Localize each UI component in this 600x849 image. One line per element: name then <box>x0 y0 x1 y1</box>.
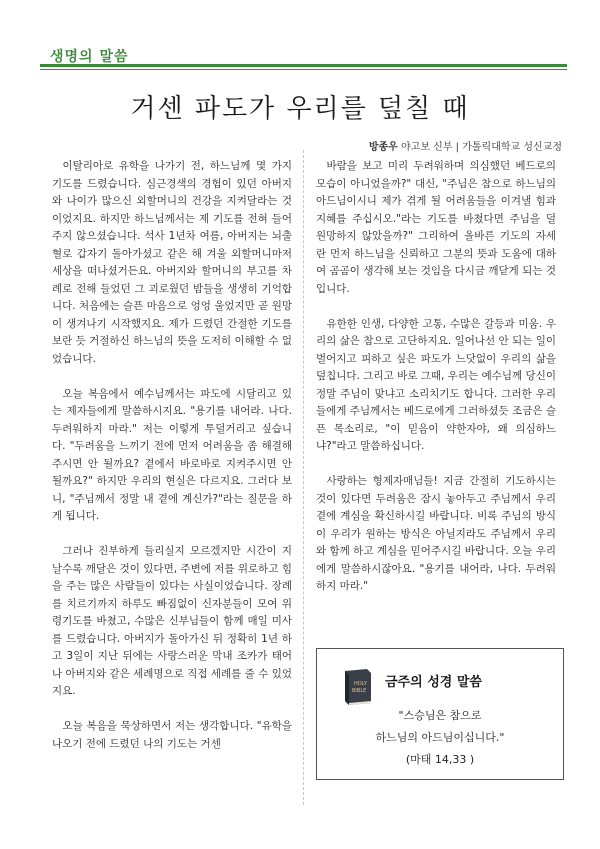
paragraph: 그러나 진부하게 들리실지 모르겠지만 시간이 지날수록 깨달은 것이 있다면, 주변에 저를 위로하고 힘을 주는 많은 사람들이 있다는 사실이었습니다. 장례를 치르기까지 하루도 빠짐없이 신자분들이 모여 위령기도를 바쳤고, 수많은 신부님들이 함께 매일 미사를 드렸습니다. 아버지가 돌아가신 뒤 정확히 1년 하고 3일이 지난 뒤에는 사랑스러운 막내 조카가 태어나 아버지와 같은 세례명으로 직접 세례를 줄 수 있었지요. <box>52 545 292 697</box>
left-column <box>52 158 292 771</box>
bible-icon <box>339 667 375 711</box>
verse-reference: (마태 14,33 ) <box>405 753 475 766</box>
byline <box>369 138 562 153</box>
paragraph: 이탈리아로 유학을 나가기 전, 하느님께 몇 가지 기도를 드렸습니다. 심근경색의 경험이 있던 아버지와 나이가 많으신 외할머니의 건강을 지켜달라는 것이었지요. 하지만 하느님께서는 제 기도를 전혀 들어주지 않으셨습니다. 석사 1년차 여름, 아버지는 뇌출혈로 갑자기 돌아가셨고 같은 해 겨울 외할머니마저 세상을 떠나셨거든요. 아버지와 할머니의 부고를 차례로 전해 들었던 그 괴로웠던 밤들을 생생히 기억합니다. 처음에는 슬픈 마음으로 엉엉 울었지만 곧 원망이 생겨나기 시작했지요. 제가 드렸던 간절한 기도를 보란 듯 거절하신 하느님의 뜻을 도저히 이해할 수 없었습니다. <box>52 160 292 365</box>
paragraph: 오늘 복음을 묵상하면서 저는 생각합니다. "유학을 나오기 전에 드렸던 나의 기도는 거센 <box>52 720 292 750</box>
verse-line-1: "스승님은 참으로 <box>398 709 482 722</box>
author-title: 야고보 신부 | 가톨릭대학교 성신교정 <box>401 142 562 153</box>
column-divider <box>303 150 304 805</box>
author-name: 방종우 <box>368 142 398 153</box>
header-section-label: 생명의 말씀 <box>50 49 129 65</box>
svg-text:BIBLE: BIBLE <box>352 688 367 694</box>
svg-text:HOLY: HOLY <box>354 681 367 687</box>
gospel-heading: 금주의 성경 말씀 <box>385 675 482 690</box>
article-title: 거센 파도가 우리를 덮칠 때 <box>130 94 470 124</box>
gospel-verse-box <box>316 648 564 780</box>
paragraph: 유한한 인생, 다양한 고통, 수많은 갈등과 미움. 우리의 삶은 참으로 고단하지요. 일어나선 안 되는 일이 벌어지고 피하고 싶은 파도가 느닷없이 우리의 삶을 덮칩니다. 그리고 바로 그때, 우리는 예수님께 당신이 정말 주님이 맞냐고 소리치기도 합니다. 그러한 우리들에게 주님께서는 베드로에게 그러하셨듯 조금은 슬픈 목소리로, "이 믿음이 약한자야, 왜 의심하느냐?"라고 말씀하십니다. <box>316 317 556 452</box>
right-column <box>316 158 556 613</box>
verse-line-2: 하느님의 아드님이십니다." <box>375 731 505 744</box>
header-rule <box>40 64 567 67</box>
paragraph: 바람을 보고 미리 두려워하며 의심했던 베드로의 모습이 아니었을까?" 대신, "주님은 참으로 하느님의 아드님이시니 제가 겪게 될 어려움들을 이겨낼 힘과 지혜를 주십시오."라는 기도를 바쳤다면 주님을 덜 원망하지 않았을까?" 그리하여 올바른 기도의 자세란 먼저 하느님을 신뢰하고 그분의 뜻과 도움에 대하여 곰곰이 생각해 보는 것임을 다시금 깨닫게 되는 것입니다. <box>316 160 556 295</box>
header-rule-thin <box>40 69 567 70</box>
paragraph: 오늘 복음에서 예수님께서는 파도에 시달리고 있는 제자들에게 말씀하시지요. "용기를 내어라. 나다. 두려워하지 마라." 저는 이렇게 투덜거리고 싶습니다. "두려움을 느끼기 전에 먼저 어려움을 좀 해결해 주시면 안 될까요? 곁에서 바로바로 지켜주시면 안 될까요?" 하지만 우리의 현실은 다르지요. 그러다 보니, "주님께서 정말 내 곁에 계신가?"라는 질문을 하게 됩니다. <box>52 387 292 522</box>
paragraph: 사랑하는 형제자매님들! 지금 간절히 기도하시는 것이 있다면 두려움은 잠시 놓아두고 주님께서 우리 곁에 계심을 확신하시길 바랍니다. 비록 주님의 방식이 우리가 원하는 방식은 아닐지라도 주님께서 우리와 함께 하고 계심을 믿어주시길 바랍니다. 오늘 우리에게 말씀하시잖아요. "용기를 내어라, 나다. 두려워하지 마라." <box>316 475 556 592</box>
